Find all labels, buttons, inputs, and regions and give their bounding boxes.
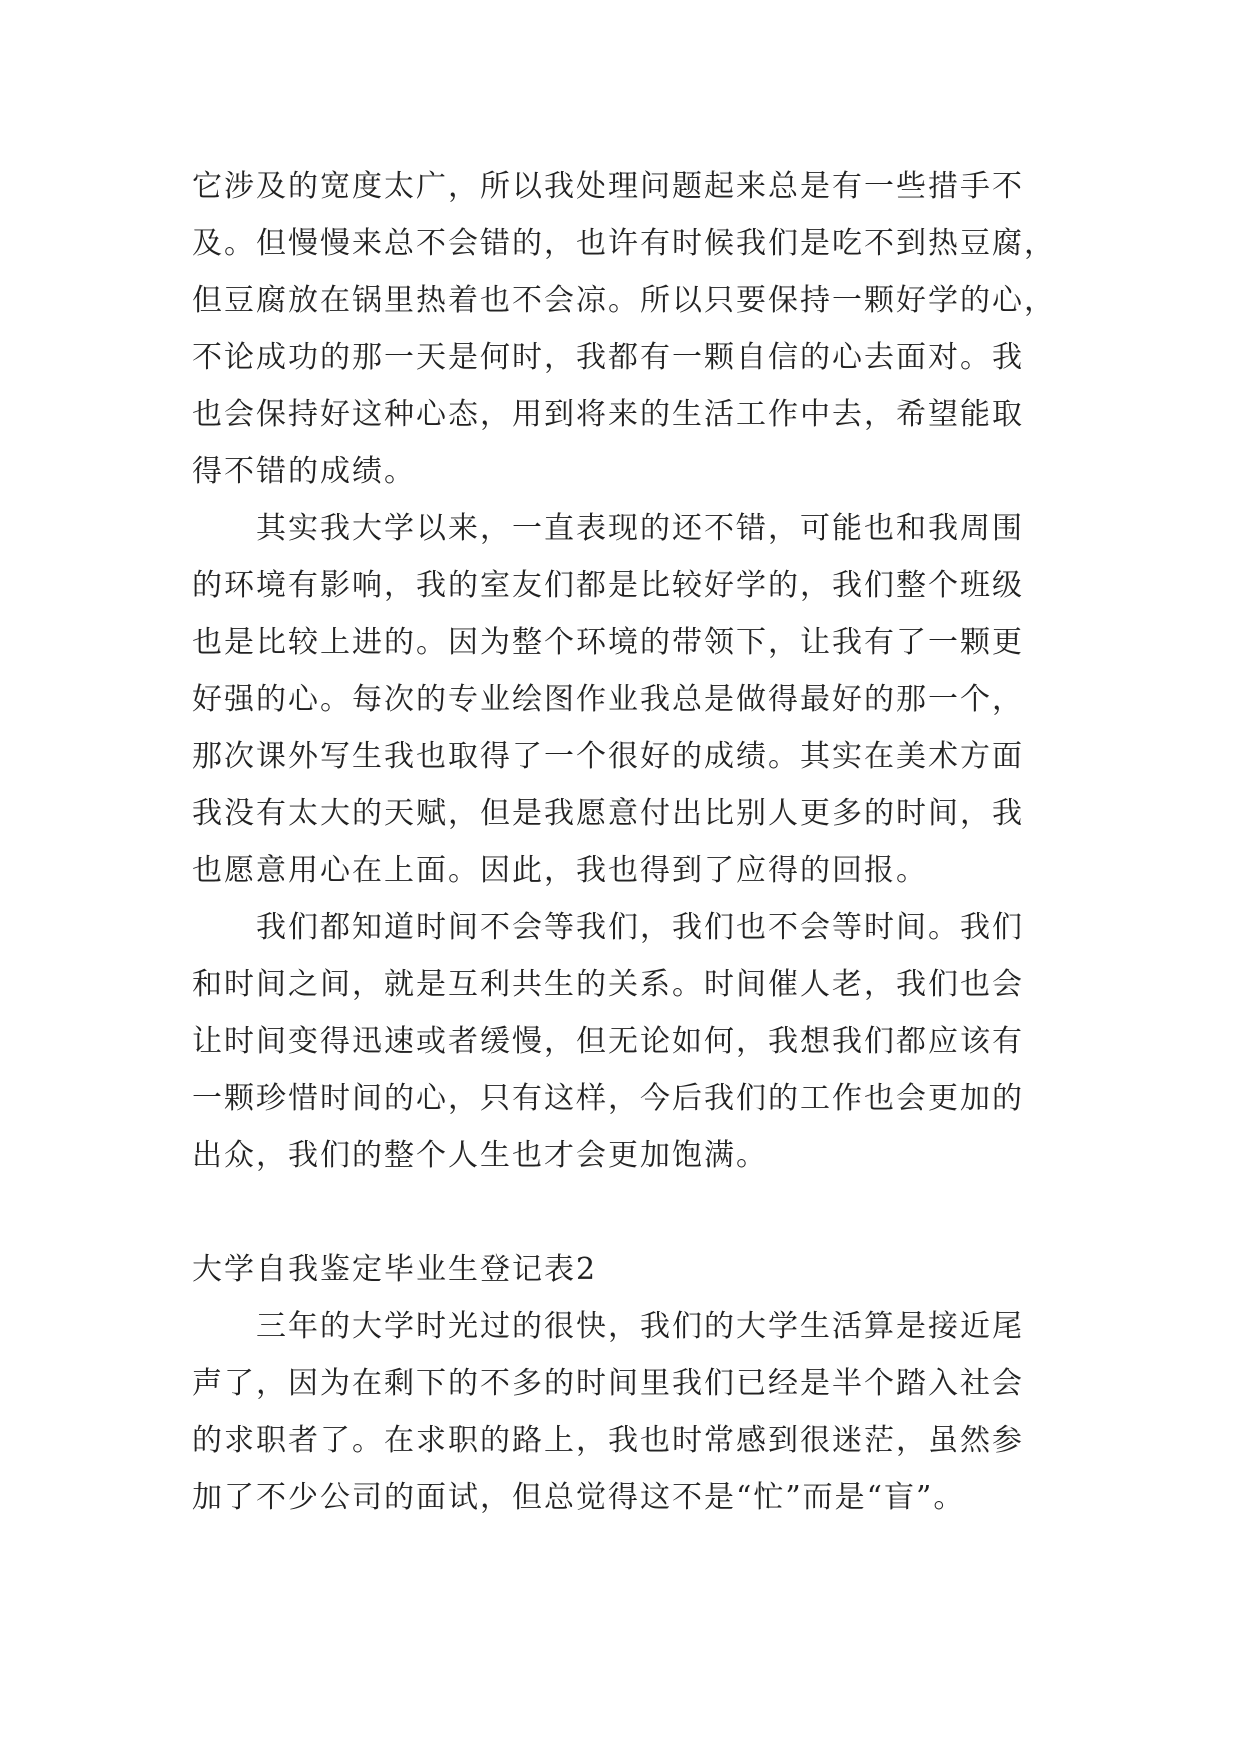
text-line: 及。但慢慢来总不会错的，也许有时候我们是吃不到热豆腐， (192, 226, 1056, 261)
text-line: 声了，因为在剩下的不多的时间里我们已经是半个踏入社会 (192, 1366, 1024, 1401)
text-line: 的环境有影响，我的室友们都是比较好学的，我们整个班级 (192, 568, 1024, 603)
text-line: 出众，我们的整个人生也才会更加饱满。 (192, 1138, 768, 1173)
text-line: 它涉及的宽度太广，所以我处理问题起来总是有一些措手不 (192, 169, 1024, 204)
text-line: 得不错的成绩。 (192, 454, 416, 489)
text-line: 和时间之间，就是互利共生的关系。时间催人老，我们也会 (192, 967, 1024, 1002)
section-heading-text: 大学自我鉴定毕业生登记表2 (192, 1252, 598, 1287)
text-line: 加了不少公司的面试，但总觉得这不是“忙”而是“盲”。 (192, 1480, 966, 1515)
text-line: 那次课外写生我也取得了一个很好的成绩。其实在美术方面 (192, 739, 1024, 774)
paragraph-university-performance (192, 500, 1092, 899)
text-line: 也是比较上进的。因为整个环境的带领下，让我有了一颗更 (192, 625, 1024, 660)
paragraph-job-search (192, 1298, 1092, 1526)
paragraph-time (192, 899, 1092, 1184)
text-line: 不论成功的那一天是何时，我都有一颗自信的心去面对。我 (192, 340, 1024, 375)
text-line: 我没有太大的天赋，但是我愿意付出比别人更多的时间，我 (192, 796, 1024, 831)
text-line: 但豆腐放在锅里热着也不会凉。所以只要保持一颗好学的心， (192, 283, 1056, 318)
text-line: 也会保持好这种心态，用到将来的生活工作中去，希望能取 (192, 397, 1024, 432)
paragraph-continuation (192, 158, 1092, 500)
text-line: 一颗珍惜时间的心，只有这样，今后我们的工作也会更加的 (192, 1081, 1024, 1116)
text-line: 我们都知道时间不会等我们，我们也不会等时间。我们 (256, 910, 1024, 945)
text-line: 其实我大学以来，一直表现的还不错，可能也和我周围 (256, 511, 1024, 546)
section-heading (192, 1241, 1092, 1298)
text-line: 也愿意用心在上面。因此，我也得到了应得的回报。 (192, 853, 928, 888)
text-line: 的求职者了。在求职的路上，我也时常感到很迷茫，虽然参 (192, 1423, 1024, 1458)
text-line: 好强的心。每次的专业绘图作业我总是做得最好的那一个， (192, 682, 1024, 717)
text-line: 三年的大学时光过的很快，我们的大学生活算是接近尾 (256, 1309, 1024, 1344)
text-line: 让时间变得迅速或者缓慢，但无论如何，我想我们都应该有 (192, 1024, 1024, 1059)
